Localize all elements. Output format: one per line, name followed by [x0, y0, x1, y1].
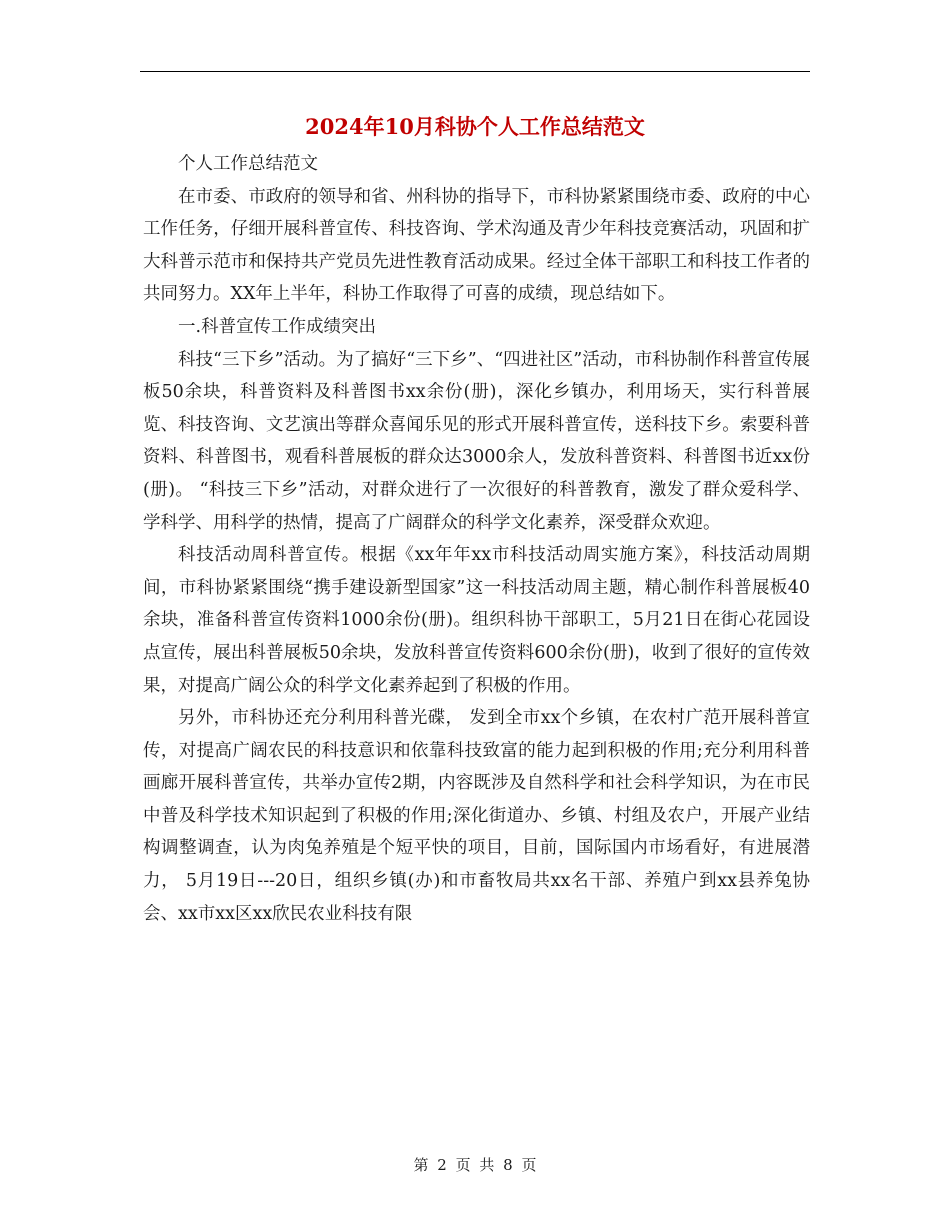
paragraph-tech-week: 科技活动周科普宣传。根据《xx年年xx市科技活动周实施方案》，科技活动周期间，市科协紧紧围绕“携手建设新型国家”这一科技活动周主题，精心制作科普展板40余块，准备科普宣传资料1000余份(册)。组织科协干部职工，5月21日在街心花园设点宣传，展出科普展板50余块，发放科普宣传资料600余份(册)，收到了很好的宣传效果，对提高广阔公众的科学文化素养起到了积极的作用。: [143, 545, 810, 696]
section-heading: 一.科普宣传工作成绩突出: [178, 316, 377, 337]
document-body: [143, 148, 810, 930]
paragraph-subtitle: 个人工作总结范文: [178, 154, 318, 174]
paragraph-three-to-countryside: 科技“三下乡”活动。为了搞好“三下乡”、“四进社区”活动，市科协制作科普宣传展板50余块，科普资料及科普图书xx余份(册)，深化乡镇办，利用场天，实行科普展览、科技咨询、文艺演出等群众喜闻乐见的形式开展科普宣传，送科技下乡。索要科普资料、科普图书，观看科普展板的群众达3000余人，发放科普资料、科普图书近xx份(册)。 “科技三下乡”活动，对群众进行了一次很好的科普教育，激发了群众爱科学、学科学、用科学的热情，提高了广阔群众的科学文化素养，深受群众欢迎。: [143, 349, 810, 533]
document-title: 2024年10月科协个人工作总结范文: [305, 114, 645, 139]
paragraph-intro: 在市委、市政府的领导和省、州科协的指导下，市科协紧紧围绕市委、政府的中心工作任务，仔细开展科普宣传、科技咨询、学术沟通及青少年科技竞赛活动，巩固和扩大科普示范市和保持共产党员先进性教育活动成果。经过全体干部职工和科技工作者的共同努力。XX年上半年，科协工作取得了可喜的成绩，现总结如下。: [143, 186, 810, 305]
paragraph-additional: 另外，市科协还充分利用科普光碟， 发到全市xx个乡镇，在农村广范开展科普宣传，对提高广阔农民的科技意识和依靠科技致富的能力起到积极的作用;充分利用科普画廊开展科普宣传，共举办宣传2期，内容既涉及自然科学和社会科学知识，为在市民中普及科学技术知识起到了积极的作用;深化街道办、乡镇、村组及农户，开展产业结构调整调查，认为肉兔养殖是个短平快的项目，目前，国际国内市场看好，有进展潜力， 5月19日---20日，组织乡镇(办)和市畜牧局共xx名干部、养殖户到xx县养兔协会、xx市xx区xx欣民农业科技有限: [143, 708, 810, 924]
page-number-footer: 第 2 页 共 8 页: [413, 1156, 537, 1174]
header-rule: [140, 71, 810, 72]
